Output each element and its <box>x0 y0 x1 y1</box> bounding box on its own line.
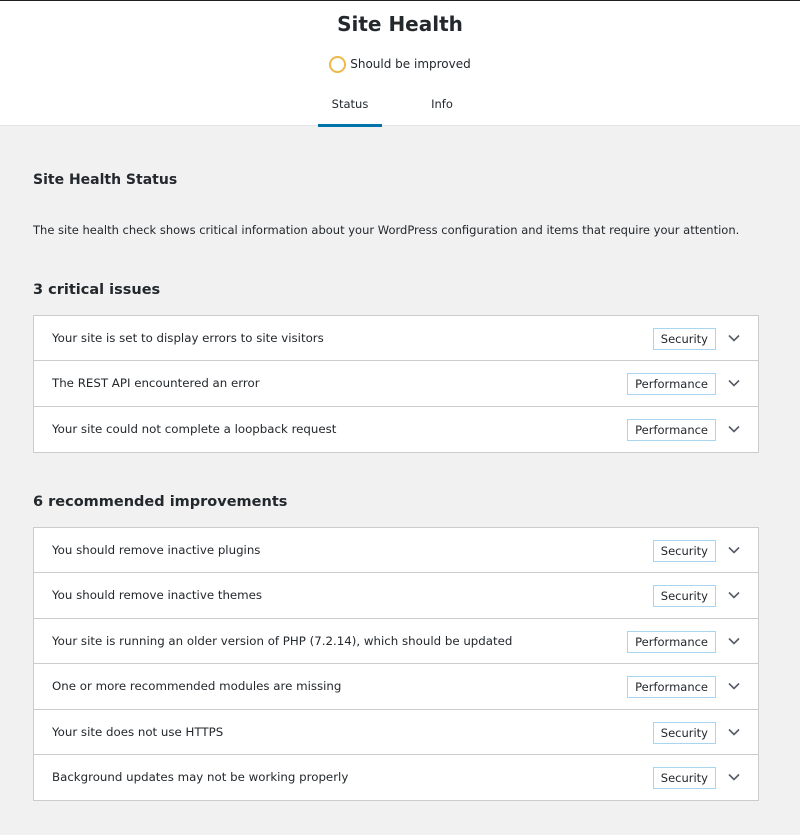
issue-badge: Security <box>653 767 716 789</box>
chevron-down-icon[interactable] <box>728 332 740 344</box>
progress-label: Should be improved <box>350 57 471 71</box>
chevron-down-icon[interactable] <box>728 771 740 783</box>
issue-label: Your site is set to display errors to site visitors <box>52 331 324 345</box>
progress-ring-icon <box>329 56 346 73</box>
issue-badge: Performance <box>627 676 716 698</box>
issue-item[interactable] <box>34 573 758 618</box>
issue-item[interactable] <box>34 528 758 573</box>
chevron-down-icon[interactable] <box>728 377 740 389</box>
chevron-down-icon[interactable] <box>728 635 740 647</box>
chevron-down-icon[interactable] <box>728 680 740 692</box>
issue-item[interactable] <box>34 619 758 664</box>
issue-label: Your site is running an older version of PHP (7.2.14), which should be updated <box>52 633 513 648</box>
page-title: Site Health <box>337 12 463 36</box>
issue-badge: Security <box>653 722 716 744</box>
recommended-improvements-title: 6 recommended improvements <box>33 494 288 510</box>
chevron-down-icon[interactable] <box>728 726 740 738</box>
issue-badge: Performance <box>627 373 716 395</box>
active-tab-indicator <box>318 124 382 127</box>
issue-badge: Performance <box>627 419 716 441</box>
site-health-header <box>0 0 800 126</box>
issue-badge: Performance <box>627 631 716 653</box>
issue-item[interactable] <box>34 710 758 755</box>
issue-item[interactable] <box>34 407 758 452</box>
critical-issues-title: 3 critical issues <box>33 282 161 298</box>
issue-item[interactable] <box>34 664 758 709</box>
tab-info[interactable] <box>412 87 472 127</box>
issue-badge: Security <box>653 585 716 607</box>
issue-item[interactable] <box>34 755 758 800</box>
tab-status[interactable] <box>318 87 382 127</box>
issue-label: The REST API encountered an error <box>52 376 260 391</box>
issue-label: Your site does not use HTTPS <box>52 724 224 739</box>
issue-badge: Security <box>653 328 716 350</box>
tab-info-label: Info <box>431 97 453 111</box>
issue-label: Background updates may not be working properly <box>52 769 349 784</box>
issue-item[interactable] <box>34 361 758 406</box>
issue-badge: Security <box>653 540 716 562</box>
chevron-down-icon[interactable] <box>728 589 740 601</box>
chevron-down-icon[interactable] <box>728 544 740 556</box>
critical-issues-list <box>33 315 759 453</box>
tabs <box>0 87 800 127</box>
tab-status-label: Status <box>331 97 369 111</box>
chevron-down-icon[interactable] <box>728 423 740 435</box>
issue-item[interactable] <box>34 316 758 361</box>
issue-label: You should remove inactive plugins <box>52 543 261 557</box>
section-description: The site health check shows critical information about your WordPress configuration and items that require your attention. <box>33 223 740 237</box>
recommended-improvements-list <box>33 527 759 801</box>
section-heading: Site Health Status <box>33 172 178 188</box>
issue-label: You should remove inactive themes <box>52 588 263 603</box>
issue-label: One or more recommended modules are missing <box>52 679 342 694</box>
issue-label: Your site could not complete a loopback request <box>52 421 337 436</box>
health-progress <box>0 55 800 73</box>
